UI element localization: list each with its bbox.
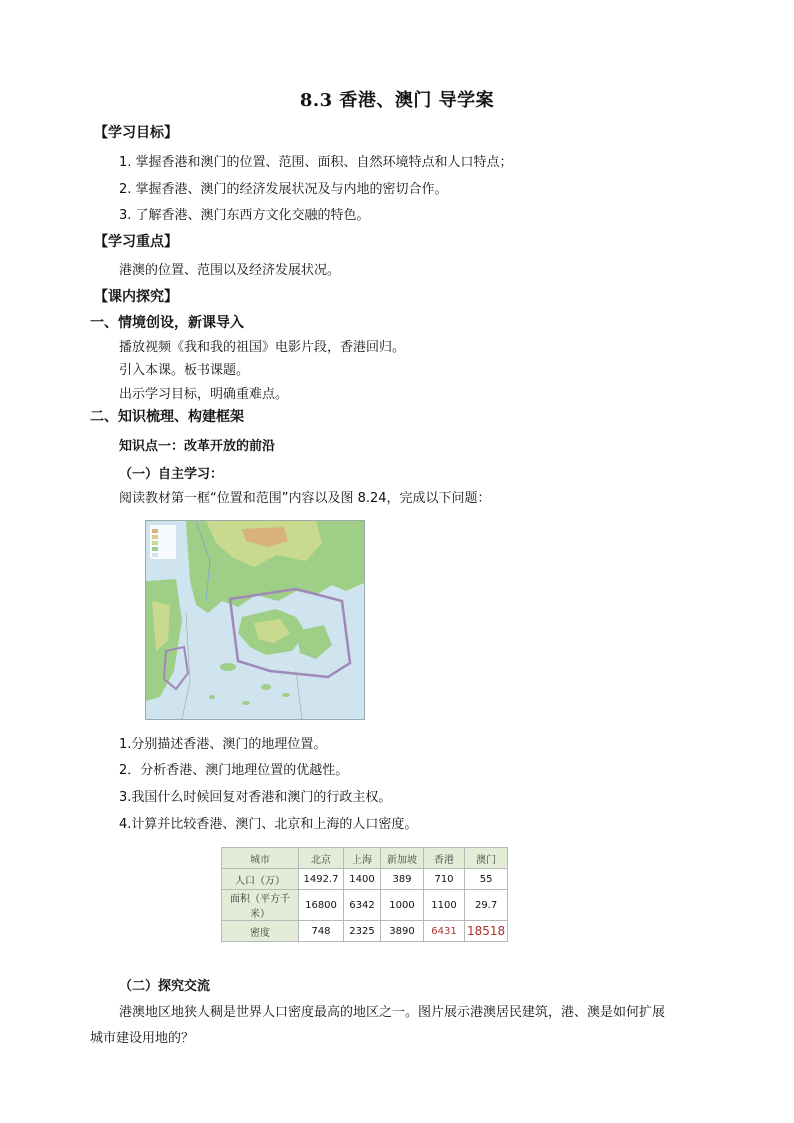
part1-line-2: 引入本课。板书课题。 — [119, 363, 250, 378]
instruction-text: 阅读教材第一框“位置和范围”内容以及图 8.24，完成以下问题： — [119, 491, 491, 506]
goal-item-1: 1. 掌握香港和澳门的位置、范围、面积、自然环境特点和人口特点； — [119, 155, 513, 170]
goals-heading: 【学习目标】 — [94, 125, 178, 141]
map-graphic — [146, 521, 364, 719]
header-cell: 上海 — [344, 848, 381, 869]
table-cell: 1000 — [381, 890, 424, 921]
table-cell: 3890 — [381, 921, 424, 942]
question-1: 1.分别描述香港、澳门的地理位置。 — [119, 737, 327, 752]
table-cell: 16800 — [299, 890, 344, 921]
self-study-heading: （一）自主学习： — [119, 467, 224, 482]
header-cell: 澳门 — [465, 848, 508, 869]
explore-heading: 【课内探究】 — [94, 289, 178, 305]
table-row — [222, 921, 508, 942]
inquiry-paragraph-line-2: 城市建设用地的？ — [90, 1031, 195, 1046]
page-title: 8.3 香港、澳门 导学案 — [299, 90, 495, 111]
question-3: 3.我国什么时候回复对香港和澳门的行政主权。 — [119, 790, 392, 805]
table-cell: 2325 — [344, 921, 381, 942]
goal-item-3: 3. 了解香港、澳门东西方文化交融的特色。 — [119, 208, 370, 223]
question-4: 4.计算并比较香港、澳门、北京和上海的人口密度。 — [119, 817, 418, 832]
table-row — [222, 890, 508, 921]
header-cell: 香港 — [424, 848, 465, 869]
table-cell: 18518 — [465, 921, 508, 942]
goal-item-2: 2. 掌握香港、澳门的经济发展状况及与内地的密切合作。 — [119, 182, 448, 197]
table-row — [222, 869, 508, 890]
focus-heading: 【学习重点】 — [94, 234, 178, 250]
table-cell: 29.7 — [465, 890, 508, 921]
table-cell: 55 — [465, 869, 508, 890]
part2-heading: 二、知识梳理、构建框架 — [90, 409, 244, 425]
table-cell: 6431 — [424, 921, 465, 942]
table-cell: 389 — [381, 869, 424, 890]
header-cell: 城市 — [222, 848, 299, 869]
question-2: 2．分析香港、澳门地理位置的优越性。 — [119, 763, 349, 778]
part1-line-3: 出示学习目标，明确重难点。 — [119, 387, 289, 402]
table-cell: 1492.7 — [299, 869, 344, 890]
hk-macau-map — [145, 520, 365, 720]
table-header-row — [222, 848, 508, 869]
population-density-table — [221, 847, 508, 942]
part1-line-1: 播放视频《我和我的祖国》电影片段，香港回归。 — [119, 340, 406, 355]
header-cell: 新加坡 — [381, 848, 424, 869]
knowledge-point-1: 知识点一：改革开放的前沿 — [119, 439, 276, 454]
table-cell: 1100 — [424, 890, 465, 921]
row-header-cell: 人口（万） — [222, 869, 299, 890]
table-cell: 748 — [299, 921, 344, 942]
table-cell: 710 — [424, 869, 465, 890]
table-cell: 1400 — [344, 869, 381, 890]
row-header-cell: 密度 — [222, 921, 299, 942]
inquiry-heading: （二）探究交流 — [119, 979, 211, 994]
header-cell: 北京 — [299, 848, 344, 869]
table-cell: 6342 — [344, 890, 381, 921]
focus-text: 港澳的位置、范围以及经济发展状况。 — [119, 263, 341, 278]
part1-heading: 一、情境创设，新课导入 — [90, 315, 244, 331]
row-header-cell: 面积（平方千米） — [222, 890, 299, 921]
inquiry-paragraph-line-1: 港澳地区地狭人稠是世界人口密度最高的地区之一。图片展示港澳居民建筑，港、澳是如何扩展 — [119, 1005, 666, 1020]
